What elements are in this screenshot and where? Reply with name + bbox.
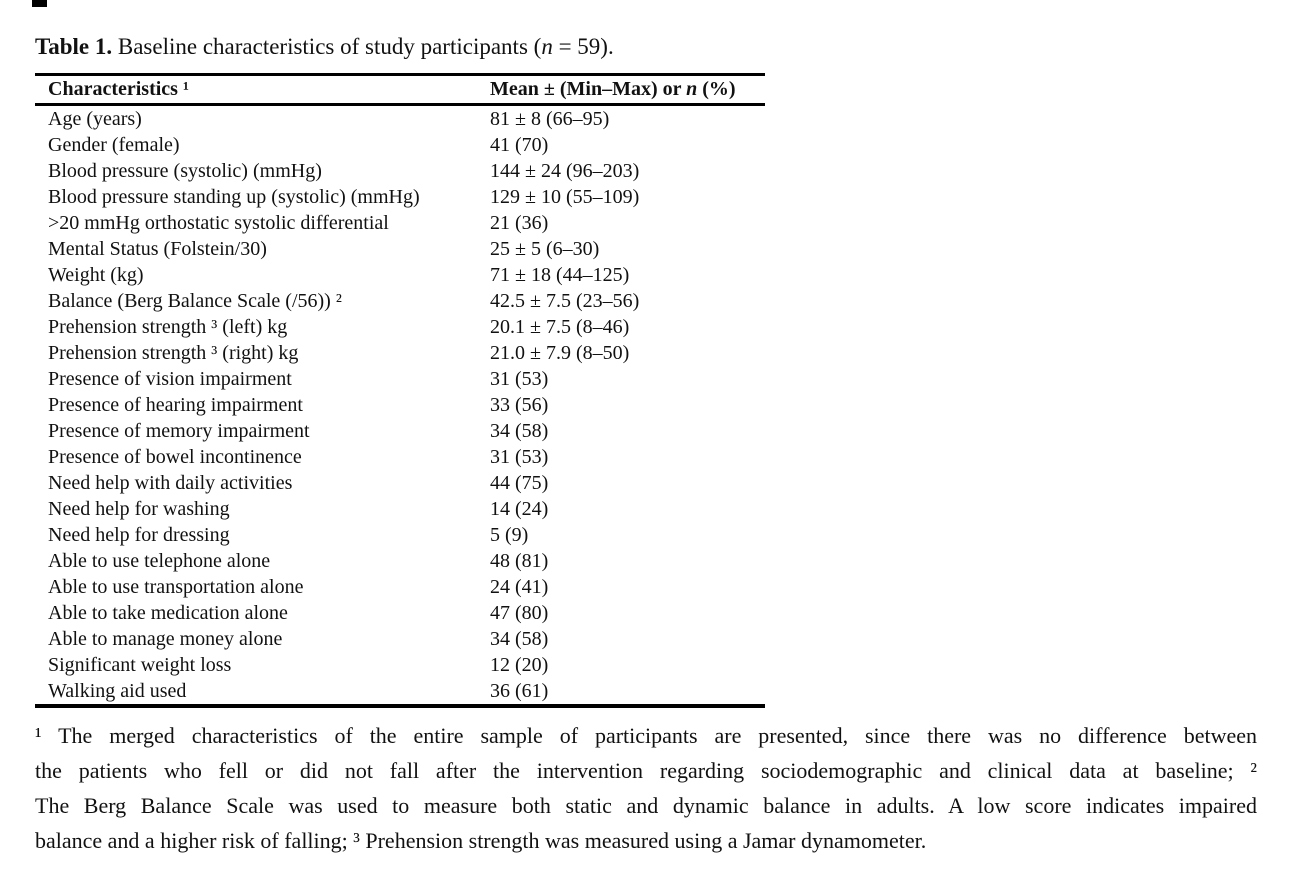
characteristic-cell: Presence of vision impairment (48, 368, 292, 390)
table-header (35, 75, 765, 105)
clipped-artifact (32, 0, 47, 7)
table-caption-end: = 59). (552, 34, 614, 59)
table-row (35, 548, 765, 574)
table-row (35, 340, 765, 366)
value-cell: 25 ± 5 (6–30) (490, 238, 600, 260)
column-header-values-n: n (686, 78, 698, 100)
value-cell: 14 (24) (490, 498, 549, 520)
characteristic-cell: Need help for washing (48, 498, 230, 520)
value-cell: 42.5 ± 7.5 (23–56) (490, 290, 640, 312)
column-header-characteristics: Characteristics ¹ (35, 75, 490, 105)
characteristic-cell: Gender (female) (48, 134, 180, 156)
value-cell: 34 (58) (490, 628, 549, 650)
characteristic-cell: Able to manage money alone (48, 628, 283, 650)
value-cell: 21.0 ± 7.9 (8–50) (490, 342, 630, 364)
table-caption-text: Baseline characteristics of study participants ( (112, 34, 542, 59)
table-row (35, 392, 765, 418)
value-cell: 129 ± 10 (55–109) (490, 186, 640, 208)
value-cell: 41 (70) (490, 134, 549, 156)
value-cell: 21 (36) (490, 212, 549, 234)
characteristic-cell: Need help with daily activities (48, 472, 293, 494)
characteristic-cell: >20 mmHg orthostatic systolic differential (48, 212, 389, 234)
characteristic-cell: Blood pressure (systolic) (mmHg) (48, 160, 322, 182)
table-row (35, 496, 765, 522)
footnote-line-3: The Berg Balance Scale was used to measure both static and dynamic balance in adults. A low score indicates impaired (35, 793, 1257, 818)
table-row (35, 574, 765, 600)
column-header-values-post: (%) (697, 78, 736, 100)
table-row (35, 236, 765, 262)
table-caption (35, 33, 1290, 61)
value-cell: 12 (20) (490, 654, 549, 676)
table-row (35, 105, 765, 133)
header-row (35, 75, 765, 105)
table-row (35, 184, 765, 210)
footnote-line-1: ¹ The merged characteristics of the entire sample of participants are presented, since there was no difference between (35, 723, 1257, 748)
value-cell: 47 (80) (490, 602, 549, 624)
characteristic-cell: Presence of hearing impairment (48, 394, 303, 416)
characteristic-cell: Prehension strength ³ (left) kg (48, 316, 288, 338)
table-row (35, 366, 765, 392)
table-row (35, 210, 765, 236)
characteristic-cell: Able to take medication alone (48, 602, 288, 624)
characteristic-cell: Age (years) (48, 108, 142, 130)
table-row (35, 444, 765, 470)
table-row (35, 314, 765, 340)
table-row (35, 522, 765, 548)
characteristic-cell: Able to use telephone alone (48, 550, 271, 572)
value-cell: 71 ± 18 (44–125) (490, 264, 630, 286)
table-footnotes (35, 718, 1257, 858)
value-cell: 24 (41) (490, 576, 549, 598)
value-cell: 31 (53) (490, 368, 549, 390)
footnote-line-2: the patients who fell or did not fall after the intervention regarding sociodemographic and clinical data at baseline; ² (35, 758, 1257, 783)
characteristic-cell: Presence of memory impairment (48, 420, 310, 442)
table-row (35, 288, 765, 314)
characteristic-cell: Mental Status (Folstein/30) (48, 238, 267, 260)
table-row (35, 600, 765, 626)
table-row (35, 678, 765, 706)
value-cell: 5 (9) (490, 524, 529, 546)
baseline-characteristics-table (35, 73, 765, 708)
table-row (35, 626, 765, 652)
value-cell: 33 (56) (490, 394, 549, 416)
characteristic-cell: Walking aid used (48, 680, 187, 702)
value-cell: 34 (58) (490, 420, 549, 442)
characteristic-cell: Able to use transportation alone (48, 576, 304, 598)
table-caption-n: n (541, 34, 553, 59)
value-cell: 36 (61) (490, 680, 549, 702)
characteristic-cell: Blood pressure standing up (systolic) (mmHg) (48, 186, 420, 208)
value-cell: 44 (75) (490, 472, 549, 494)
column-header-values-pre: Mean ± (Min–Max) or (490, 78, 687, 100)
characteristic-cell: Presence of bowel incontinence (48, 446, 302, 468)
table-row (35, 262, 765, 288)
column-header-values (490, 75, 765, 105)
value-cell: 144 ± 24 (96–203) (490, 160, 640, 182)
characteristic-cell: Need help for dressing (48, 524, 230, 546)
characteristic-cell: Balance (Berg Balance Scale (/56)) ² (48, 290, 342, 312)
table-row (35, 470, 765, 496)
table-row (35, 158, 765, 184)
value-cell: 20.1 ± 7.5 (8–46) (490, 316, 630, 338)
characteristic-cell: Significant weight loss (48, 654, 232, 676)
table-body (35, 105, 765, 707)
table-row (35, 132, 765, 158)
table-row (35, 652, 765, 678)
value-cell: 81 ± 8 (66–95) (490, 108, 610, 130)
table-caption-number: Table 1. (35, 34, 113, 59)
table-row (35, 418, 765, 444)
value-cell: 48 (81) (490, 550, 549, 572)
characteristic-cell: Prehension strength ³ (right) kg (48, 342, 299, 364)
characteristic-cell: Weight (kg) (48, 264, 144, 286)
value-cell: 31 (53) (490, 446, 549, 468)
footnote-line-4: balance and a higher risk of falling; ³ Prehension strength was measured using a Jamar dynamometer. (35, 828, 927, 853)
